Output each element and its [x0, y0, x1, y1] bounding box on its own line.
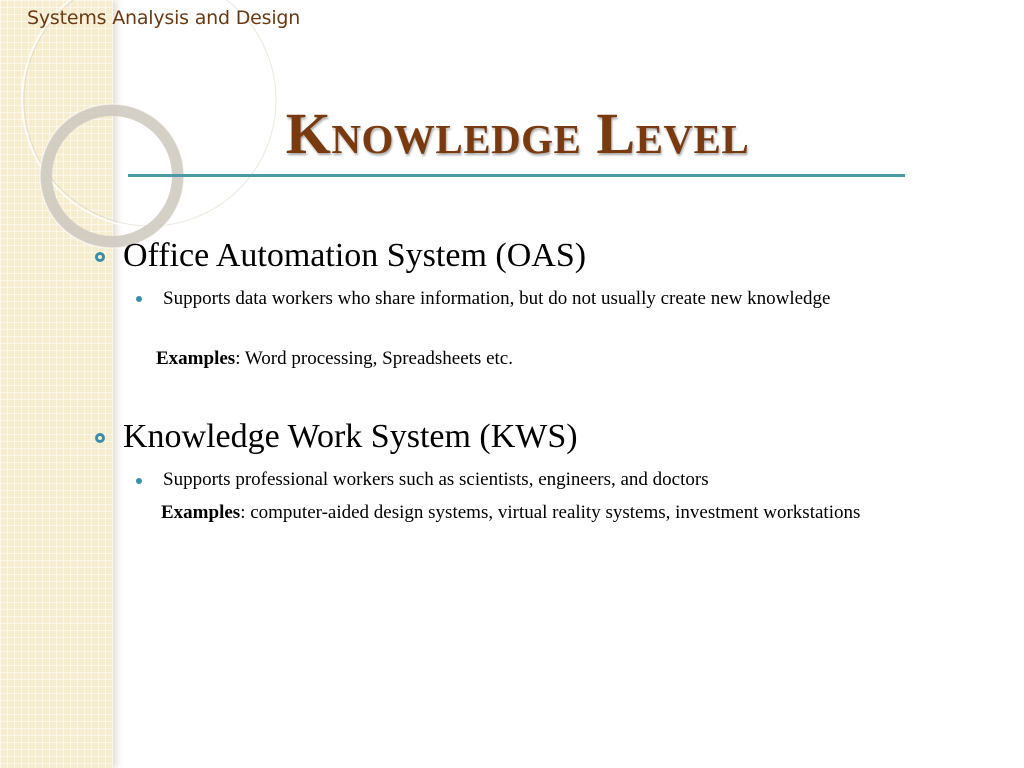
section-bullet-oas: Supports data workers who share information, but do not usually create new knowledge [163, 288, 831, 309]
examples-label: Examples [161, 502, 241, 523]
title-divider [128, 174, 905, 177]
section-heading-oas: Office Automation System (OAS) [123, 237, 587, 274]
ring-bullet-icon [95, 433, 105, 443]
dot-bullet-icon [136, 296, 142, 302]
examples-text: : computer-aided design systems, virtual reality systems, investment workstations [240, 502, 861, 523]
section-examples-kws [161, 499, 886, 526]
section-examples-oas [156, 345, 876, 372]
dot-bullet-icon [136, 478, 142, 484]
section-heading-kws: Knowledge Work System (KWS) [123, 418, 578, 455]
section-bullet-kws: Supports professional workers such as scientists, engineers, and doctors [163, 469, 709, 490]
ring-bullet-icon [95, 252, 105, 262]
slide-title: Knowledge Level [285, 101, 750, 166]
examples-text: : Word processing, Spreadsheets etc. [235, 348, 513, 369]
presentation-header: Systems Analysis and Design [27, 7, 301, 29]
examples-label: Examples [156, 348, 236, 369]
